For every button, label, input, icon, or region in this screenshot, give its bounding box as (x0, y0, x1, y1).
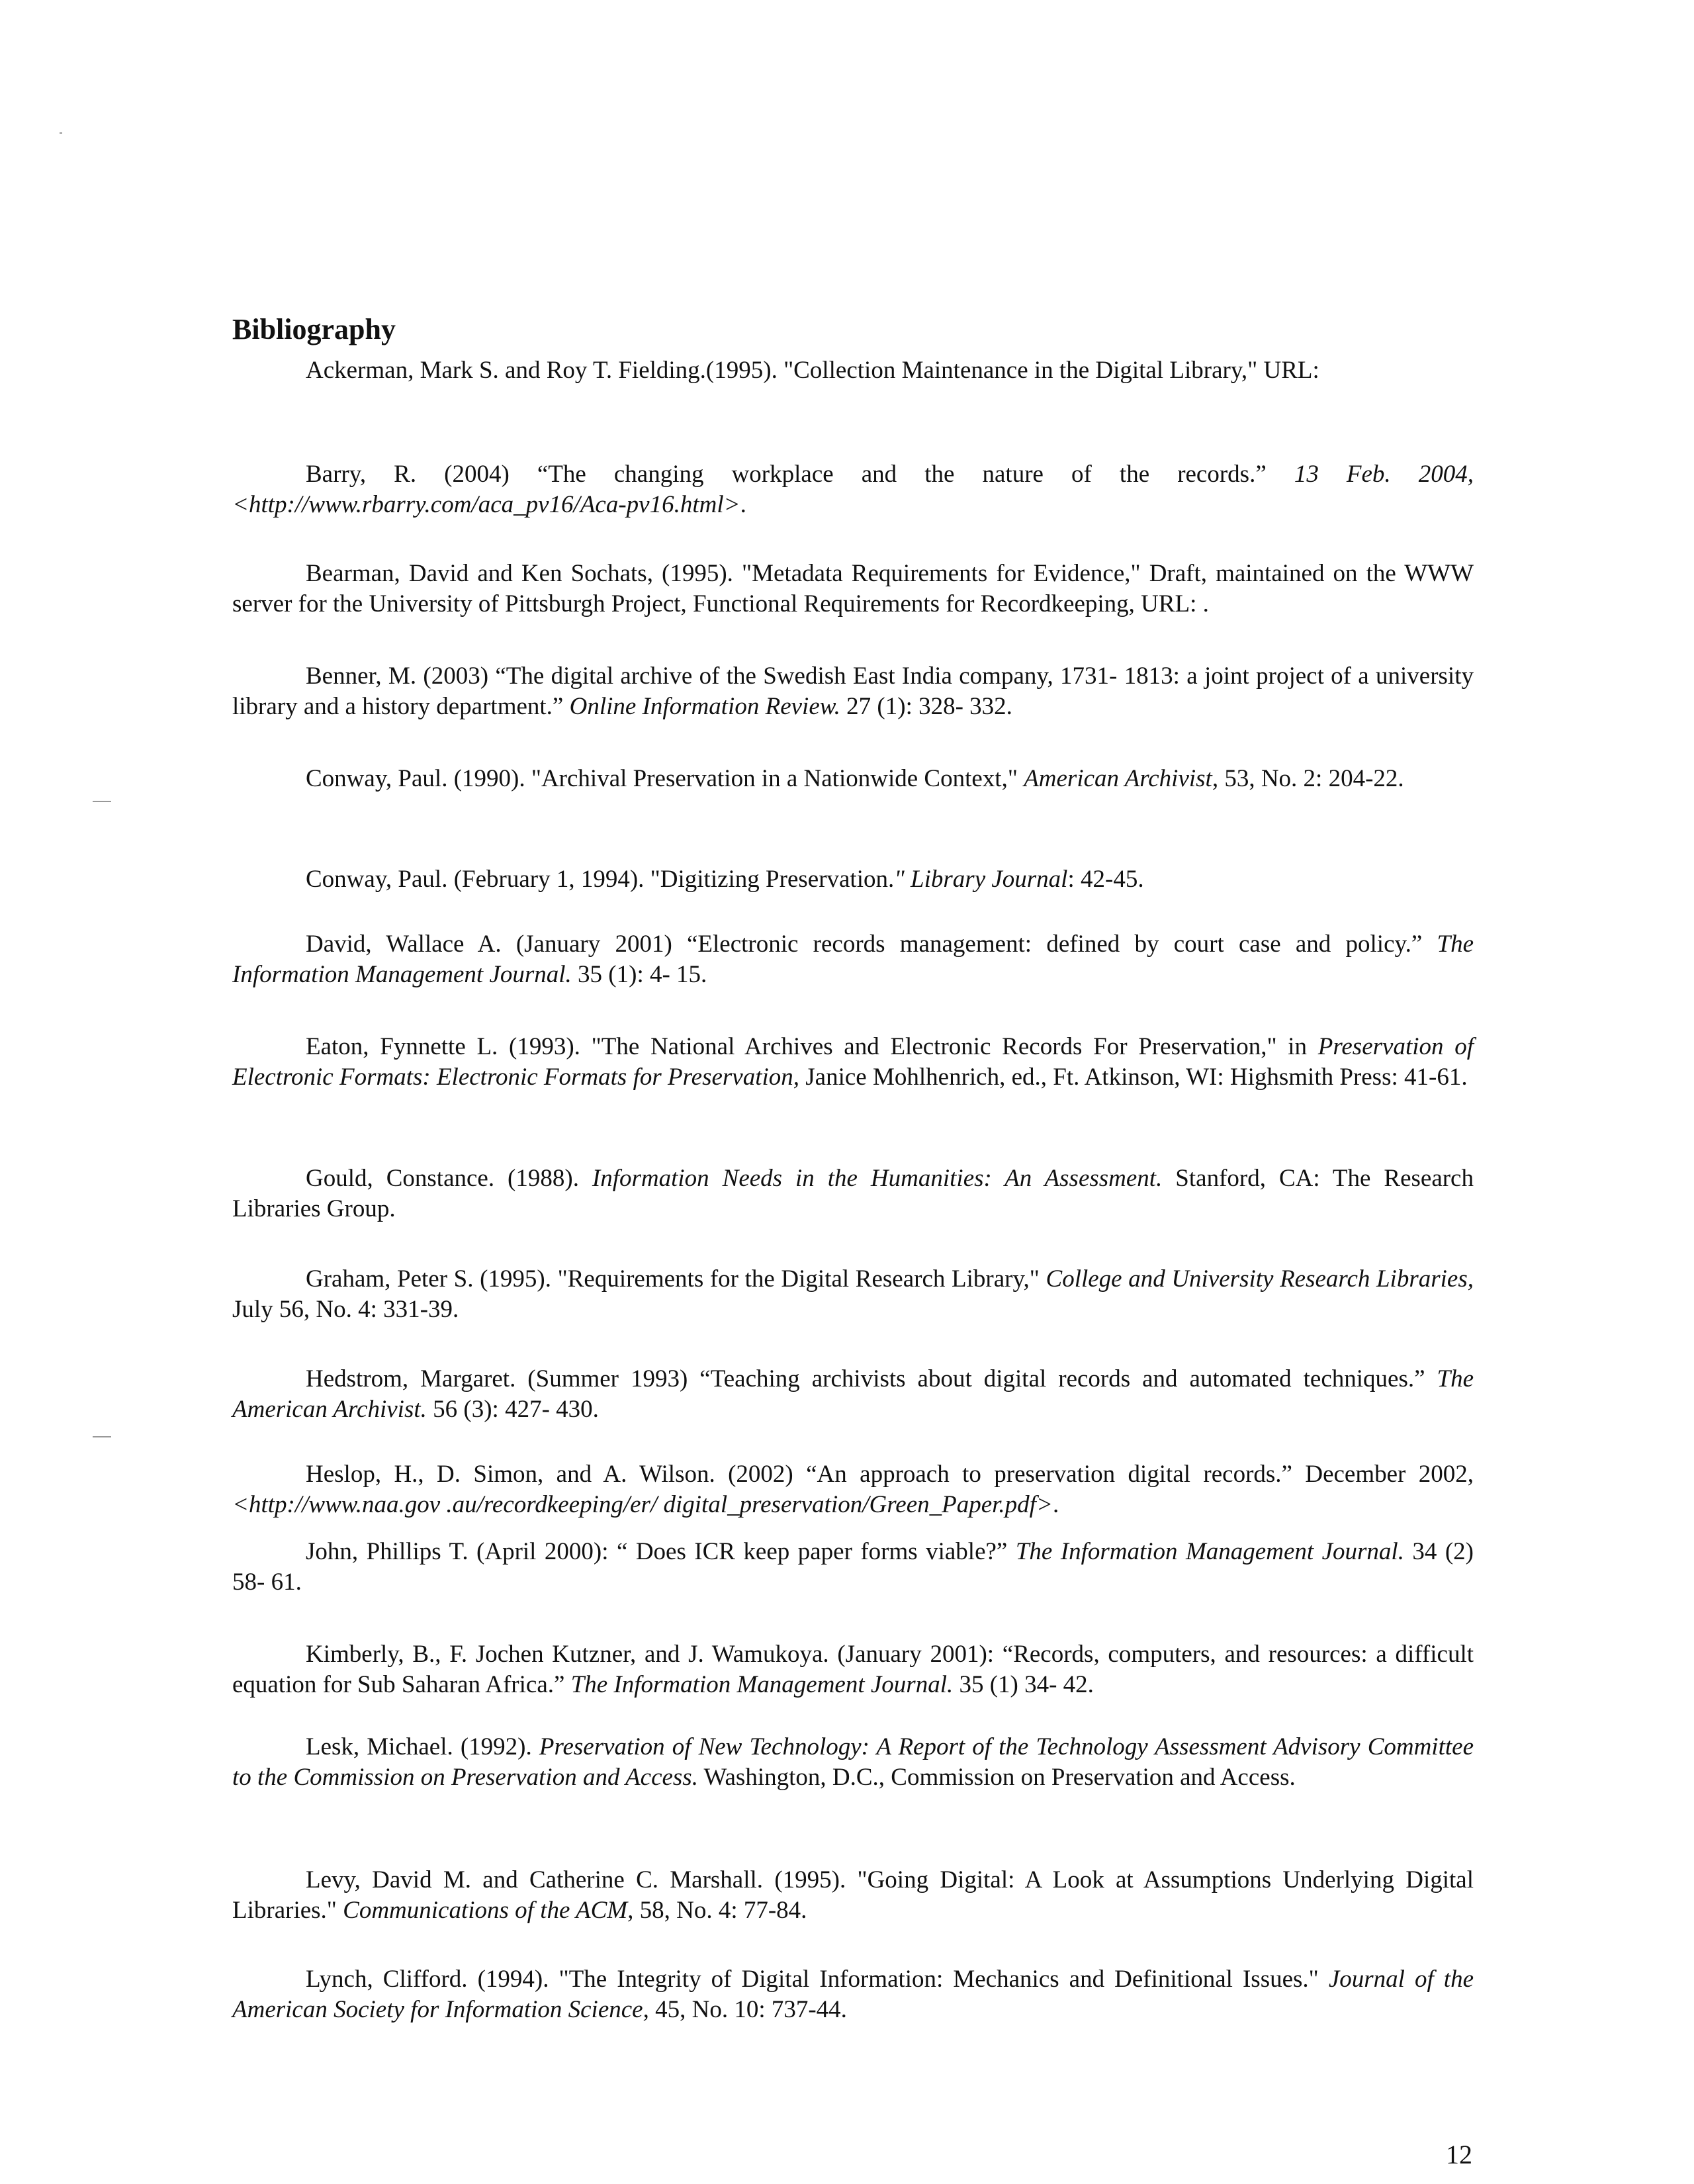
entry-text: : 42-45. (1067, 866, 1144, 893)
bibliography-entry (232, 355, 1474, 386)
bibliography-entry (232, 1732, 1474, 1793)
entry-text: Lesk, Michael. (1992). (306, 1733, 539, 1760)
bibliography-entry (232, 929, 1474, 990)
entry-text: 58, No. 4: 77-84. (633, 1897, 807, 1924)
bibliography-entry (232, 1163, 1474, 1224)
bibliography-entry (232, 1865, 1474, 1926)
page-number: 12 (1446, 2140, 1472, 2169)
entry-text: David, Wallace A. (January 2001) “Electronic records management: defined by court case and policy.” (306, 931, 1437, 958)
bibliography-entry (232, 1964, 1474, 2025)
entry-text: Conway, Paul. (1990). "Archival Preservation in a Nationwide Context," (306, 765, 1024, 792)
entry-text: Lynch, Clifford. (1994). "The Integrity of Digital Information: Mechanics and Definitional Issues." (306, 1966, 1329, 1993)
entry-italic-text: The Information Management Journal. (570, 1671, 954, 1698)
entry-italic-text: Preservation of New Technology: A Report of the Technology Assessment Advisory Committee to the Commission on Preservation and Access. (232, 1733, 1474, 1791)
bibliography-entry (232, 661, 1474, 722)
bibliography-entry (232, 1459, 1474, 1520)
entry-text: Kimberly, B., F. Jochen Kutzner, and J. Wamukoya. (January 2001): “Records, computers, and resources: a difficult equation for Sub Saharan Africa.” (232, 1641, 1474, 1698)
entry-text: . (1052, 1491, 1059, 1518)
entry-italic-text: The Information Management Journal. (1015, 1538, 1404, 1565)
entry-text: Benner, M. (2003) “The digital archive of the Swedish East India company, 1731- 1813: a joint project of a university library and a history department.” (232, 662, 1474, 720)
scan-speck (93, 1436, 111, 1437)
entry-italic-text: College and University Research Libraries, (1046, 1265, 1474, 1293)
entry-text: 53, No. 2: 204-22. (1218, 765, 1404, 792)
entry-italic-text: Communications of the ACM, (343, 1897, 634, 1924)
entry-italic-text: Preservation of Electronic Formats: Electronic Formats for Preservation, (232, 1033, 1474, 1091)
entry-text: Ackerman, Mark S. and Roy T. Fielding.(1995). "Collection Maintenance in the Digital Library," URL: (306, 357, 1319, 384)
bibliography-entry (232, 864, 1474, 895)
entry-text: Stanford, CA: The Research Libraries Group. (232, 1165, 1474, 1222)
page-title: Bibliography (232, 313, 396, 345)
entry-italic-text: Online Information Review. (569, 693, 840, 720)
bibliography-entry (232, 764, 1474, 794)
entry-text: John, Phillips T. (April 2000): “ Does ICR keep paper forms viable?” (306, 1538, 1016, 1565)
bibliography-entry (232, 1032, 1474, 1093)
entry-text: Bearman, David and Ken Sochats, (1995). "Metadata Requirements for Evidence," Draft, maintained on the WWW server for the University of Pittsburgh Project, Functional Requirements for Recordkeeping, URL: . (232, 560, 1474, 617)
entry-italic-text: Journal of the American Society for Information Science, (232, 1966, 1474, 2023)
entry-text: 35 (1) 34- 42. (953, 1671, 1094, 1698)
entry-text: Heslop, H., D. Simon, and A. Wilson. (2002) “An approach to preservation digital records.” December 2002, (306, 1461, 1474, 1488)
entry-text: 56 (3): 427- 430. (426, 1396, 599, 1423)
entry-italic-text: The American Archivist. (232, 1365, 1474, 1423)
entry-text: Barry, R. (2004) “The changing workplace and the nature of the records.” (306, 461, 1294, 488)
entry-text: Gould, Constance. (1988). (306, 1165, 592, 1192)
entry-text: 35 (1): 4- 15. (571, 961, 707, 988)
entry-italic-text: American Archivist, (1024, 765, 1219, 792)
entry-italic-text: <http://www.naa.gov .au/recordkeeping/er/ digital_preservation/Green_Paper.pdf> (232, 1491, 1053, 1518)
entry-text: 45, No. 10: 737-44. (648, 1996, 847, 2023)
entry-text: Eaton, Fynnette L. (1993). "The National Archives and Electronic Records For Preservation," in (306, 1033, 1318, 1060)
entry-text: 34 (2) 58- 61. (232, 1538, 1474, 1596)
entry-text: Conway, Paul. (February 1, 1994). "Digitizing Preservation. (306, 866, 895, 893)
entry-text: Janice Mohlhenrich, ed., Ft. Atkinson, WI: Highsmith Press: 41-61. (799, 1064, 1468, 1091)
bibliography-entry (232, 1639, 1474, 1700)
bibliography-entry (232, 459, 1474, 520)
bibliography-entry (232, 559, 1474, 619)
entry-text: Hedstrom, Margaret. (Summer 1993) “Teaching archivists about digital records and automated techniques.” (306, 1365, 1437, 1392)
entry-text: Levy, David M. and Catherine C. Marshall. (1995). "Going Digital: A Look at Assumptions Underlying Digital Libraries." (232, 1866, 1474, 1924)
entry-italic-text: Information Needs in the Humanities: An Assessment. (592, 1165, 1163, 1192)
entry-italic-text: 13 Feb. 2004, <http://www.rbarry.com/aca_pv16/Aca-pv16.html> (232, 461, 1474, 518)
entry-text: Washington, D.C., Commission on Preservation and Access. (697, 1764, 1296, 1791)
entry-text: Graham, Peter S. (1995). "Requirements for the Digital Research Library," (306, 1265, 1046, 1293)
bibliography-entry (232, 1537, 1474, 1598)
scan-speck (60, 132, 62, 134)
entry-text: 27 (1): 328- 332. (840, 693, 1012, 720)
scan-speck (93, 801, 111, 802)
entry-text: . (740, 491, 746, 518)
entry-italic-text: " Library Journal (894, 866, 1068, 893)
bibliography-entry (232, 1264, 1474, 1325)
bibliography-entry (232, 1364, 1474, 1425)
entry-italic-text: The Information Management Journal. (232, 931, 1474, 988)
entry-text: July 56, No. 4: 331-39. (232, 1296, 459, 1323)
